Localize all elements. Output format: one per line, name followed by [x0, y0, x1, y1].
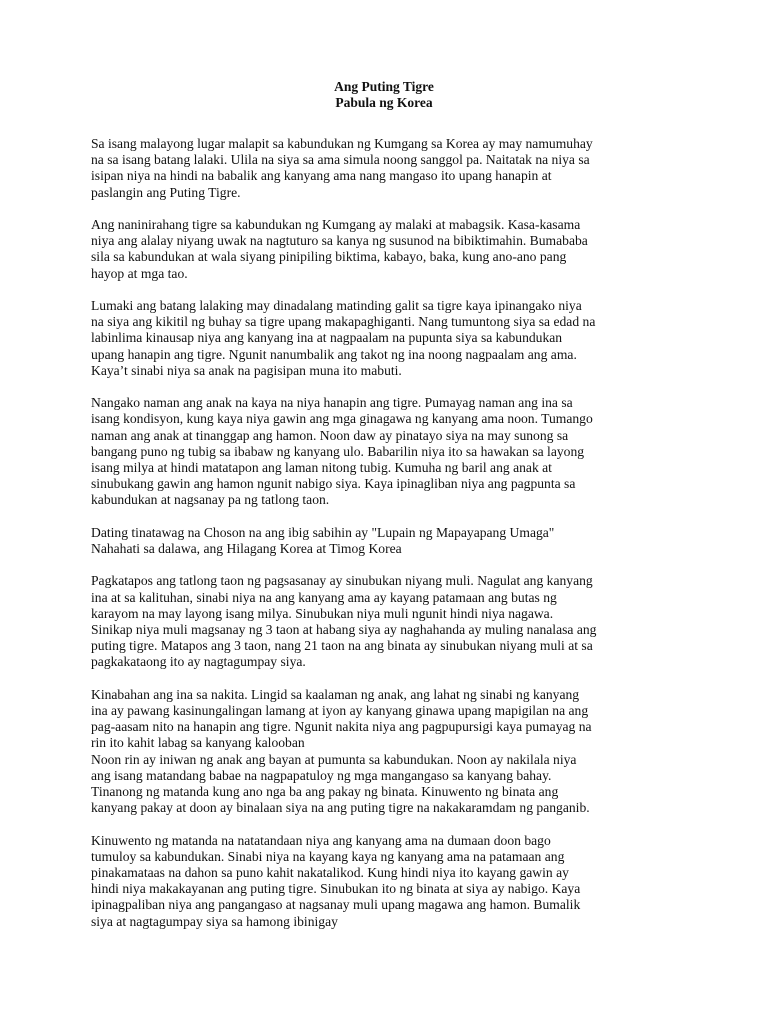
text-line: ang isang matandang babae na nagpapatuloy ng mga mangangaso sa kanyang bahay.: [91, 767, 552, 783]
document-title: Ang Puting Tigre: [334, 79, 434, 94]
text-line: paslangin ang Puting Tigre.: [91, 184, 241, 200]
document-subtitle: Pabula ng Korea: [335, 95, 433, 110]
text-line: sinubukang gawin ang hamon ngunit nabigo siya. Kaya ipinagliban niya ang pagpunta sa: [91, 476, 576, 492]
text-line: Nangako naman ang anak na kaya na niya hanapin ang tigre. Pumayag naman ang ina sa: [91, 395, 573, 411]
text-line: na siya ang kikitil ng buhay sa tigre upang makapaghiganti. Nang tumuntong siya sa edad na: [91, 314, 596, 330]
document-body: [91, 136, 686, 946]
text-line: upang hanapin ang tigre. Ngunit nanumbalik ang takot ng ina noong nagpaalam ang ama.: [91, 346, 577, 362]
text-line: naman ang anak at tinanggap ang hamon. Noon daw ay pinatayo siya na may sunong sa: [91, 427, 569, 443]
text-line: karayom na may layong isang milya. Sinubukan niya muli ngunit hindi niya nagawa.: [91, 605, 554, 621]
text-line: siya at nagtagumpay siya sa hamong ibinigay: [91, 913, 338, 929]
text-line: pag-aasam nito na hanapin ang tigre. Ngunit nakita niya ang pagpupursigi kaya pumayag na: [91, 719, 592, 735]
text-line: hayop at mga tao.: [91, 265, 188, 281]
text-line: puting tigre. Matapos ang 3 taon, nang 21 taon na ang binata ay sinubukan niyang muli at sa: [91, 638, 593, 654]
text-line: Tinanong ng matanda kung ano nga ba ang pakay ng binata. Kinuwento ng binata ang: [91, 784, 559, 800]
text-line: Sa isang malayong lugar malapit sa kabundukan ng Kumgang sa Korea ay may namumuhay: [91, 136, 593, 151]
paragraph: [91, 833, 686, 930]
text-line: isang milya at hindi matatapon ang laman nitong tubig. Kumuha ng baril ang anak at: [91, 460, 552, 476]
text-line: kanyang pakay at doon ay binalaan siya na ang puting tigre na nakakaramdam ng panganib.: [91, 800, 590, 816]
text-line: isang kondisyon, kung kaya niya gawin ang mga ginagawa ng kanyang ama noon. Tumango: [91, 411, 593, 427]
title-block: [0, 79, 768, 111]
text-line: na sa isang batang lalaki. Ulila na siya sa ama simula noong sanggol pa. Naitatak na niya sa: [91, 152, 590, 168]
text-line: Noon rin ay iniwan ng anak ang bayan at pumunta sa kabundukan. Noon ay nakilala niya: [91, 751, 577, 767]
paragraph: [91, 217, 686, 282]
text-line: niya ang alalay niyang uwak na nagtuturo sa kanya ng susunod na bibiktimahin. Bumababa: [91, 233, 588, 249]
paragraph: [91, 687, 686, 817]
text-line: bangang puno ng tubig sa ibabaw ng kanyang ulo. Babarilin niya ito sa hawakan sa layong: [91, 443, 585, 459]
text-line: rin ito kahit labag sa kanyang kalooban: [91, 735, 305, 751]
text-line: labinlima kinausap niya ang kanyang ina at nagpaalam na pupunta siya sa kabundukan: [91, 330, 563, 346]
paragraph: [91, 573, 686, 670]
text-line: ina at sa kalituhan, sinabi niya na ang kanyang ama ay kayang patamaan ang butas ng: [91, 589, 557, 605]
text-line: pinakamataas na dahon sa puno kahit nakatalikod. Kung hindi niya ito kayang gawin ay: [91, 865, 569, 881]
text-line: Pagkatapos ang tatlong taon ng pagsasanay ay sinubukan niyang muli. Nagulat ang kanyang: [91, 573, 593, 589]
text-line: Lumaki ang batang lalaking may dinadalang matinding galit sa tigre kaya ipinangako niya: [91, 298, 582, 313]
text-line: Kinabahan ang ina sa nakita. Lingid sa kaalaman ng anak, ang lahat ng sinabi ng kanyang: [91, 686, 580, 702]
text-line: ipinagpaliban niya ang pangangaso at nagsanay muli upang magawa ang hamon. Bumalik: [91, 897, 581, 913]
text-line: tumuloy sa kabundukan. Sinabi niya na kayang kaya ng kanyang ama na patamaan ang: [91, 848, 565, 864]
text-line: Sinikap niya muli magsanay ng 3 taon at habang siya ay naghahanda ay muling nanalasa ang: [91, 622, 597, 638]
text-line: isipan niya na hindi na babalik ang kanyang ama nang mangaso ito upang hanapin at: [91, 168, 552, 184]
text-line: Kinuwento ng matanda na natatandaan niya ang kanyang ama na dumaan doon bago: [91, 832, 551, 848]
text-line: sila sa kabundukan at wala siyang pinipiling biktima, kabayo, baka, kung ano-ano pang: [91, 249, 567, 265]
text-line: kabundukan at nagsanay pa ng tatlong taon.: [91, 492, 330, 508]
paragraph: [91, 298, 686, 379]
text-line: Kaya’t sinabi niya sa anak na pagisipan muna ito mabuti.: [91, 362, 402, 378]
text-line: pagkakataong ito ay nagtagumpay siya.: [91, 654, 306, 670]
paragraph: [91, 136, 686, 201]
paragraph: [91, 525, 686, 557]
text-line: Nahahati sa dalawa, ang Hilagang Korea at Timog Korea: [91, 541, 402, 557]
paragraph: [91, 395, 686, 508]
text-line: ina ay pawang kasinungalingan lamang at iyon ay kanyang ginawa upang mapigilan na ang: [91, 703, 589, 719]
text-line: Ang naninirahang tigre sa kabundukan ng Kumgang ay malaki at mabagsik. Kasa-kasama: [91, 217, 581, 232]
text-line: hindi niya makakayanan ang puting tigre. Sinubukan ito ng binata at siya ay nabigo. Kaya: [91, 881, 581, 897]
text-line: Dating tinatawag na Choson na ang ibig sabihin ay "Lupain ng Mapayapang Umaga": [91, 524, 555, 540]
